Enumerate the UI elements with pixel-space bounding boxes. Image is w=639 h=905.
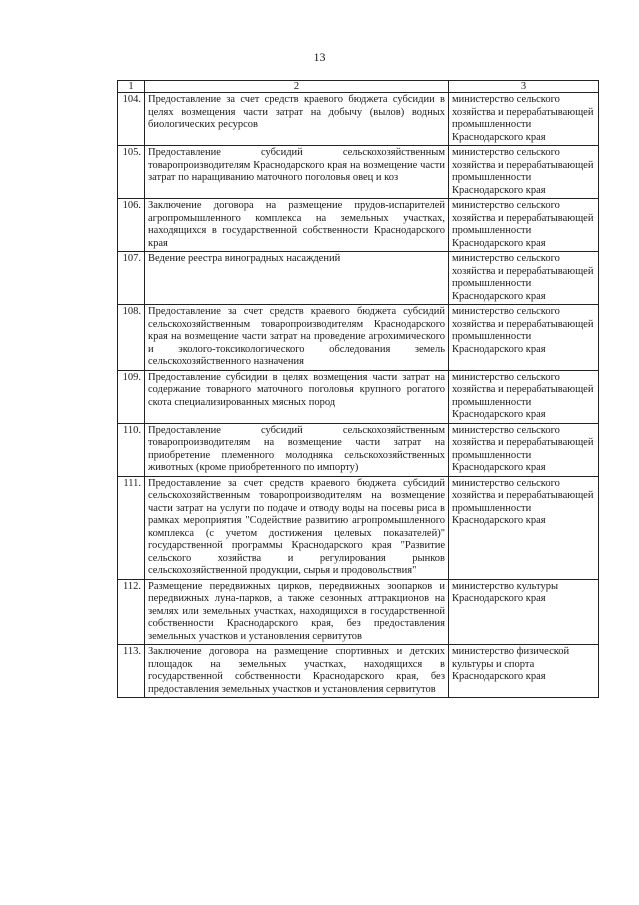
row-description: Предоставление субсидий сельскохозяйственным товаропроизводителям Краснодарского края на возмещение части затрат по наращиванию маточного поголовья овец и коз — [145, 146, 449, 199]
row-number: 107. — [118, 252, 145, 305]
table-row — [118, 579, 599, 645]
row-description: Заключение договора на размещение спортивных и детских площадок на земельных участках, находящихся в государственной собственности Краснодарского края, без предоставления земельных участков и установления сервитутов — [145, 645, 449, 698]
row-number: 111. — [118, 476, 145, 579]
row-authority: министерство сельского хозяйства и перерабатывающей промышленности Краснодарского края — [449, 93, 599, 146]
row-authority: министерство сельского хозяйства и перерабатывающей промышленности Краснодарского края — [449, 305, 599, 371]
row-number: 110. — [118, 423, 145, 476]
row-number: 104. — [118, 93, 145, 146]
row-number: 112. — [118, 579, 145, 645]
column-header-authority: 3 — [449, 81, 599, 93]
table-body — [118, 81, 599, 698]
row-description: Предоставление субсидии в целях возмещения части затрат на содержание товарного маточного поголовья крупного рогатого скота специализированных мясных пород — [145, 370, 449, 423]
row-authority: министерство культуры Краснодарского края — [449, 579, 599, 645]
row-description: Предоставление за счет средств краевого бюджета субсидии в целях возмещения части затрат на добычу (вылов) водных биологических ресурсов — [145, 93, 449, 146]
row-number: 105. — [118, 146, 145, 199]
table-row — [118, 93, 599, 146]
table-row — [118, 146, 599, 199]
table-row — [118, 199, 599, 252]
table-row — [118, 645, 599, 698]
table-row — [118, 305, 599, 371]
row-description: Ведение реестра виноградных насаждений — [145, 252, 449, 305]
row-authority: министерство сельского хозяйства и перерабатывающей промышленности Краснодарского края — [449, 370, 599, 423]
table-row — [118, 370, 599, 423]
row-authority: министерство сельского хозяйства и перерабатывающей промышленности Краснодарского края — [449, 146, 599, 199]
table-row — [118, 423, 599, 476]
row-authority: министерство сельского хозяйства и перерабатывающей промышленности Краснодарского края — [449, 476, 599, 579]
row-authority: министерство сельского хозяйства и перерабатывающей промышленности Краснодарского края — [449, 423, 599, 476]
table-row — [118, 476, 599, 579]
row-authority: министерство сельского хозяйства и перерабатывающей промышленности Краснодарского края — [449, 252, 599, 305]
column-header-description: 2 — [145, 81, 449, 93]
row-number: 108. — [118, 305, 145, 371]
document-table — [117, 80, 599, 698]
row-description: Размещение передвижных цирков, передвижных зоопарков и передвижных луна-парков, а также сезонных аттракционов на землях или земельных участках, находящихся в государственной собственности Краснодарского края, без предоставления земельных участков и установления сервитутов — [145, 579, 449, 645]
table-row — [118, 252, 599, 305]
row-description: Предоставление за счет средств краевого бюджета субсидий сельскохозяйственным товаропроизводителям на возмещение части затрат на услуги по подаче и отводу воды на посевы риса в рамках мероприятия "Содействие развитию агропромышленного комплекса (с учетом достижения целевых показателей)" государственной программы Краснодарского края "Развитие сельского хозяйства и регулирования рынков сельскохозяйственной продукции, сырья и продовольствия" — [145, 476, 449, 579]
page-number: 13 — [313, 50, 326, 64]
row-authority: министерство физической культуры и спорта Краснодарского края — [449, 645, 599, 698]
row-number: 106. — [118, 199, 145, 252]
row-number: 113. — [118, 645, 145, 698]
row-description: Предоставление субсидий сельскохозяйственным товаропроизводителям на возмещение части затрат на приобретение племенного молодняка сельскохозяйственных животных (кроме приобретенного по импорту) — [145, 423, 449, 476]
row-description: Заключение договора на размещение прудов-испарителей агропромышленного комплекса на земельных участках, находящихся в государственной собственности Краснодарского края — [145, 199, 449, 252]
row-authority: министерство сельского хозяйства и перерабатывающей промышленности Краснодарского края — [449, 199, 599, 252]
table-header-row — [118, 81, 599, 93]
column-header-number: 1 — [118, 81, 145, 93]
row-number: 109. — [118, 370, 145, 423]
row-description: Предоставление за счет средств краевого бюджета субсидий сельскохозяйственным товаропроизводителям Краснодарского края на возмещение части затрат на проведение агрохимического и эколого-токсикологического обследования земель сельскохозяйственного назначения — [145, 305, 449, 371]
